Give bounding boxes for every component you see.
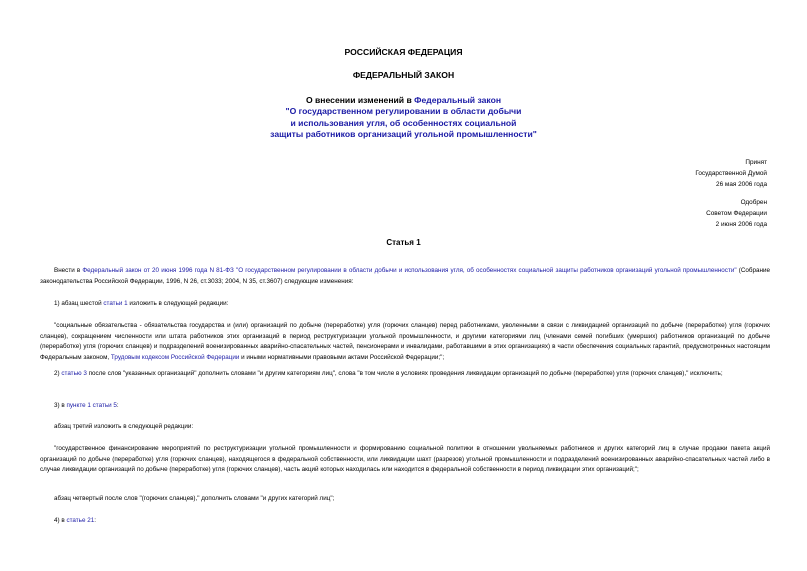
quote-1 bbox=[40, 321, 770, 363]
item-2 bbox=[40, 369, 770, 380]
item-3-a: абзац третий изложить в следующей редакции: bbox=[54, 423, 194, 430]
item-3 bbox=[54, 401, 770, 412]
item-1 bbox=[54, 299, 770, 310]
intro-paragraph bbox=[40, 266, 770, 287]
adoption-duma bbox=[695, 157, 767, 191]
item-1-link[interactable]: статьи 1 bbox=[103, 300, 128, 307]
title-prefix: О внесении изменений в bbox=[305, 95, 415, 105]
accepted-label: Принят bbox=[745, 159, 767, 166]
approved-date: 2 июня 2006 года bbox=[715, 221, 767, 229]
law-type-heading: ФЕДЕРАЛЬНЫЙ ЗАКОН bbox=[352, 70, 455, 80]
item-4-pre: 4) в bbox=[54, 517, 67, 524]
item-4 bbox=[54, 516, 770, 527]
item-1-post: изложить в следующей редакции: bbox=[127, 300, 229, 307]
title-line-1[interactable]: "О государственном регулировании в области добычи bbox=[285, 106, 522, 117]
adoption-council bbox=[706, 197, 767, 231]
item-4-link[interactable]: статье 21 bbox=[66, 517, 95, 524]
approved-by: Советом Федерации bbox=[706, 210, 767, 218]
accepted-by: Государственной Думой bbox=[695, 170, 767, 178]
article-title: Статья 1 bbox=[386, 238, 421, 247]
accepted-date: 26 мая 2006 года bbox=[716, 181, 767, 189]
country-heading: РОССИЙСКАЯ ФЕДЕРАЦИЯ bbox=[344, 47, 463, 57]
item-3-post: : bbox=[116, 402, 119, 409]
item-4-post: : bbox=[94, 517, 96, 524]
item-2-pre: 2) bbox=[54, 370, 62, 377]
intro-post: (Собрание законодательства Российской Федерации, 1996, N 26, ст.3033; 2004, N 35, ст.3607) следующие изменения: bbox=[40, 267, 771, 285]
item-2-post: после слов "указанных организаций" дополнить словами "и другим категориям лиц", слова "в том числе в условиях проведения ликвидации организаций по добыче (переработке) угля (горючих сланцев)," исключить; bbox=[86, 370, 723, 377]
intro-pre: Внести в bbox=[54, 267, 83, 274]
quote-1-post: и иными нормативными правовыми актами Российской Федерации;"; bbox=[239, 353, 445, 361]
intro-law-link[interactable]: Федеральный закон от 20 июня 1996 года N 81-ФЗ "О государственном регулировании в области добычи и использования угля, об особенностях социальной защиты работников организаций угольной промышленности" bbox=[82, 267, 737, 274]
labor-code-link[interactable]: Трудовым кодексом Российской Федерации bbox=[110, 353, 240, 361]
quote-1-text: "социальные обязательства - обязательства государства и (или) организаций по добыче (переработке) угля (горючих сланцев) перед работниками, уволенными в связи с ликвидацией организаций по добыче (переработке) угля (горючих сланцев), сокращением численности или штата работников этих организаций в период реструктуризации угольной промышленности, и другими категориями лиц (членами семей погибших (умерших) работников организаций по добыче (переработке) угля (горючих сланцев) и подразделений военизированных аварийно-спасательных частей, пенсионерами и инвалидами, работавшими в этих организациях) в части обеспечения социальных гарантий, предусмотренных настоящим Федеральным законом, bbox=[40, 322, 770, 361]
title-line-3[interactable]: защиты работников организаций угольной промышленности" bbox=[270, 128, 537, 139]
item-2-link[interactable]: статью 3 bbox=[61, 370, 87, 377]
quote-2: "государственное финансирование мероприятий по реструктуризации угольной промышленности и формированию социальной политики в отношении увольняемых работников и других категорий лиц в случае продажи пакета акций организаций по добыче (переработке) угля (горючих сланцев), находящегося в федеральной собственности, или ликвидации шахт (разрезов) угольной промышленности и подразделений военизированных аварийно-спасательных частей либо в случае ликвидации организаций по добыче (переработке) угля (горючих сланцев), часть акций которых находилась или находится в федеральной собственности в период ликвидации этих организаций;"; bbox=[40, 445, 770, 473]
law-title bbox=[0, 95, 807, 140]
item-3-pre: 3) в bbox=[54, 402, 67, 409]
item-3-b: абзац четвертый после слов "(горючих сланцев)," дополнить словами "и других категорий лиц"; bbox=[54, 495, 335, 502]
item-1-pre: 1) абзац шестой bbox=[54, 300, 104, 307]
title-line-2[interactable]: и использования угля, об особенностях социальной bbox=[290, 117, 517, 128]
item-3-link[interactable]: пункте 1 статьи 5 bbox=[66, 402, 117, 409]
title-link-federal-law[interactable]: Федеральный закон bbox=[414, 95, 502, 105]
approved-label: Одобрен bbox=[740, 199, 767, 206]
